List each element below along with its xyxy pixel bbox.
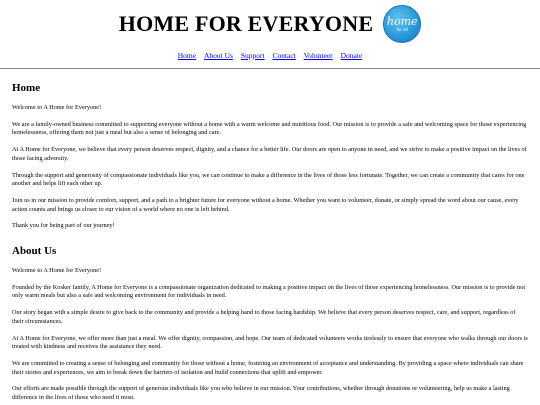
- home-paragraph: We are a family-owned business committed to supporting everyone without a home with a warm welcome and nutritious food. Our mission is to provide a safe and welcoming space for those experiencing homelessness, offering them not just a meal but also a sense of belonging and care.: [12, 120, 527, 137]
- title-row: [0, 6, 540, 42]
- nav-link-support[interactable]: Support: [240, 51, 265, 60]
- about-section: [12, 245, 528, 403]
- logo-text: home: [386, 15, 418, 28]
- site-title: HOME FOR EVERYONE: [118, 11, 374, 36]
- nav-link-home[interactable]: Home: [177, 51, 197, 60]
- main-content: [0, 82, 540, 403]
- about-paragraph: Our efforts are made possible through the support of generous individuals like you who believe in our mission. Your contributions, whether through donations or volunteering, help us make a lasting difference in the lives of those who need it most.: [12, 385, 510, 402]
- site-header: [0, 0, 540, 69]
- nav-link-volunteer[interactable]: Volunteer: [303, 51, 333, 60]
- about-paragraph: At A Home for Everyone, we offer more than just a meal. We offer dignity, compassion, and hope. Our team of dedicated volunteers works tirelessly to ensure that everyone who walks through our doors is treated with kindness and receives the assistance they need.: [12, 334, 528, 351]
- logo-subtext: for all: [396, 27, 408, 32]
- home-paragraph: Join us in our mission to provide comfort, support, and a path to a brighter future for everyone without a home. Whether you want to volunteer, donate, or simply spread the word about our cause, every action counts and brings us closer to our vision of a world where no one is left behind.: [12, 196, 519, 213]
- nav-link-about-us[interactable]: About Us: [203, 51, 233, 60]
- home-paragraph: Through the support and generosity of compassionate individuals like you, we can continue to make a difference in the lives of those less fortunate. Together, we can create a community that cares for one another and helps lift each other up.: [12, 171, 525, 188]
- home-paragraph: Welcome to A Home for Everyone!: [12, 104, 102, 111]
- home-heading: Home: [12, 82, 41, 94]
- nav-link-donate[interactable]: Donate: [340, 51, 363, 60]
- nav-link-contact[interactable]: Contact: [272, 51, 296, 60]
- about-paragraph: Our story began with a simple desire to give back to the community and provide a helping hand to those facing hardship. We believe that every person deserves respect, care, and support, regardless of their circumstances.: [12, 309, 516, 325]
- home-paragraph: At A Home for Everyone, we believe that every person deserves respect, dignity, and a chance for a better life. Our doors are open to anyone in need, and we strive to make a positive impact on the lives of those facing adversity.: [12, 146, 527, 162]
- about-heading: About Us: [12, 245, 57, 258]
- about-paragraph: Welcome to A Home for Everyone!: [12, 267, 102, 275]
- home-logo: [383, 5, 421, 43]
- header-divider: [0, 68, 540, 69]
- about-paragraph: We are committed to creating a sense of belonging and community for those without a home, fostering an environment of acceptance and understanding. By providing a space where individuals can share their stories and experiences, we aim to break down the barriers of isolation and build connections that uplift and empower.: [12, 359, 524, 376]
- home-section: [12, 82, 528, 231]
- main-nav: [0, 51, 540, 60]
- about-paragraph: Founded by the Kosker family, A Home for Everyone is a compassionate organization dedicated to making a positive impact on the lives of those experiencing homelessness. Our mission is to provide not only warm meals but also a safe and welcoming environment for individuals in need.: [12, 283, 526, 300]
- home-paragraph: Thank you for being part of our journey!: [12, 222, 115, 230]
